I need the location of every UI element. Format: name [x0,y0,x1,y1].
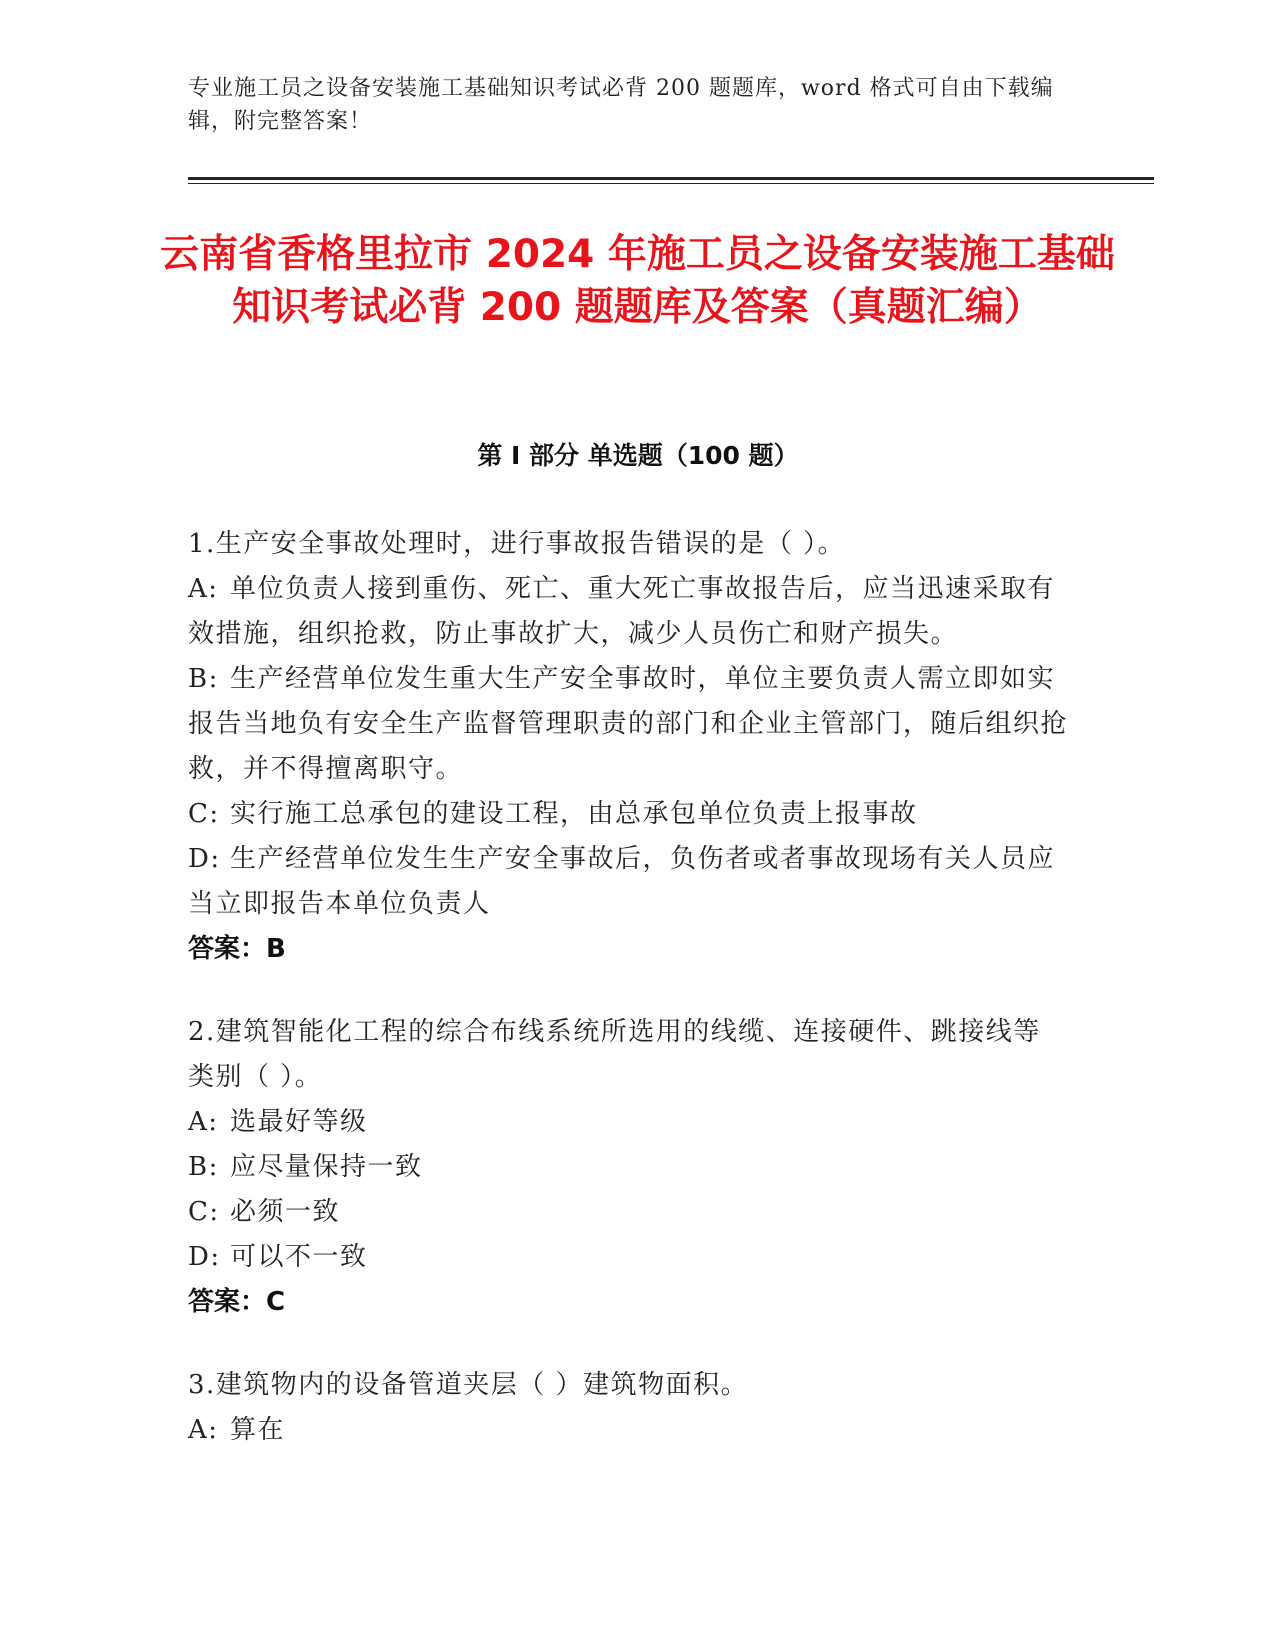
question-2 [188,1010,1068,1325]
option-b [188,1145,1068,1190]
question-1 [188,522,1068,972]
question-stem: 3.建筑物内的设备管道夹层（ ）建筑物面积。 [188,1370,749,1400]
option-letter: D: [188,844,221,874]
option-text: 可以不一致 [230,1242,368,1272]
option-d [188,837,1068,927]
header-divider-thick [188,177,1154,180]
document-title: 云南省香格里拉市 2024 年施工员之设备安装施工基础知识考试必背 200 题题库及答案（真题汇编） [160,232,1115,330]
option-text: 必须一致 [230,1197,341,1227]
option-c [188,792,1068,837]
option-letter: B: [188,664,219,694]
option-text: 生产经营单位发生重大生产安全事故时，单位主要负责人需立即如实报告当地负有安全生产监督管理职责的部门和企业主管部门，随后组织抢救，并不得擅离职守。 [188,664,1069,784]
question-list [188,522,1068,1491]
option-text: 应尽量保持一致 [230,1152,423,1182]
option-b [188,657,1068,792]
option-a [188,1100,1068,1145]
option-d [188,1235,1068,1280]
header-divider-thin [188,183,1154,184]
option-a [188,567,1068,657]
option-letter: A: [188,1107,219,1137]
question-3 [188,1363,1068,1453]
option-text: 单位负责人接到重伤、死亡、重大死亡事故报告后，应当迅速采取有效措施，组织抢救，防止事故扩大，减少人员伤亡和财产损失。 [188,574,1056,649]
option-text: 实行施工总承包的建设工程，由总承包单位负责上报事故 [230,799,918,829]
answer-line: 答案：C [188,1287,286,1317]
option-text: 算在 [230,1415,286,1445]
option-text: 生产经营单位发生生产安全事故后，负伤者或者事故现场有关人员应当立即报告本单位负责人 [188,844,1056,919]
answer-line: 答案：B [188,934,286,964]
option-c [188,1190,1068,1235]
option-letter: A: [188,574,219,604]
option-letter: C: [188,799,220,829]
question-stem: 2.建筑智能化工程的综合布线系统所选用的线缆、连接硬件、跳接线等类别（ ）。 [188,1017,1041,1092]
section-heading: 第 I 部分 单选题（100 题） [477,441,799,470]
option-letter: C: [188,1197,220,1227]
option-letter: A: [188,1415,219,1445]
option-text: 选最好等级 [230,1107,368,1137]
header-note: 专业施工员之设备安装施工基础知识考试必背 200 题题库，word 格式可自由下载编辑，附完整答案！ [188,76,1054,134]
question-stem: 1.生产安全事故处理时，进行事故报告错误的是（ ）。 [188,529,846,559]
option-letter: B: [188,1152,219,1182]
option-letter: D: [188,1242,221,1272]
option-a [188,1408,1068,1453]
